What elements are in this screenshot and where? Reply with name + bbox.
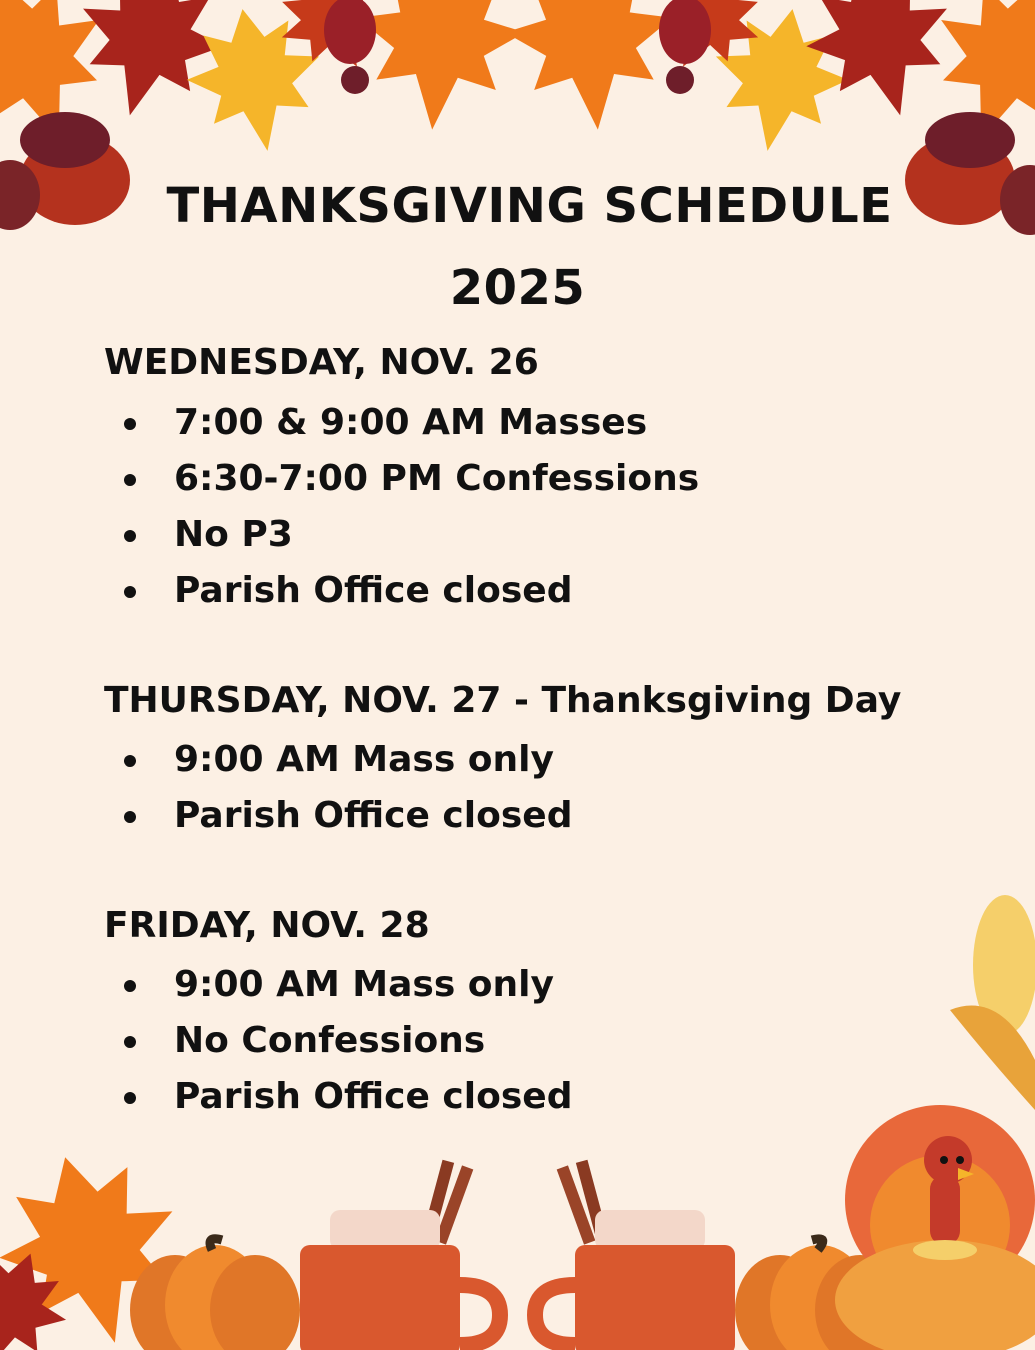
bullet-icon (124, 530, 136, 542)
bullet-icon (124, 418, 136, 430)
bullet-icon (124, 980, 136, 992)
bullet-icon (124, 1092, 136, 1104)
mug-left-icon (300, 1160, 500, 1350)
bottom-left-leaves-icon (0, 1134, 201, 1350)
bullet-icon (124, 755, 136, 767)
page-title-year: 2025 (449, 260, 586, 316)
section-heading-wednesday: WEDNESDAY, NOV. 26 (104, 342, 539, 383)
turkey-icon (835, 1105, 1035, 1350)
bullet-icon (124, 811, 136, 823)
corn-icon (950, 895, 1035, 1110)
pumpkin-left-icon (130, 1239, 300, 1350)
bullet-icon (124, 1036, 136, 1048)
bullet-icon (124, 586, 136, 598)
mug-right-icon (535, 1160, 735, 1350)
section-heading-friday: FRIDAY, NOV. 28 (104, 905, 430, 946)
bullet-icon (124, 474, 136, 486)
section-heading-thursday: THURSDAY, NOV. 27 - Thanksgiving Day (104, 680, 902, 721)
pumpkin-right-icon (735, 1239, 905, 1350)
page-title: THANKSGIVING SCHEDULE (166, 178, 893, 234)
